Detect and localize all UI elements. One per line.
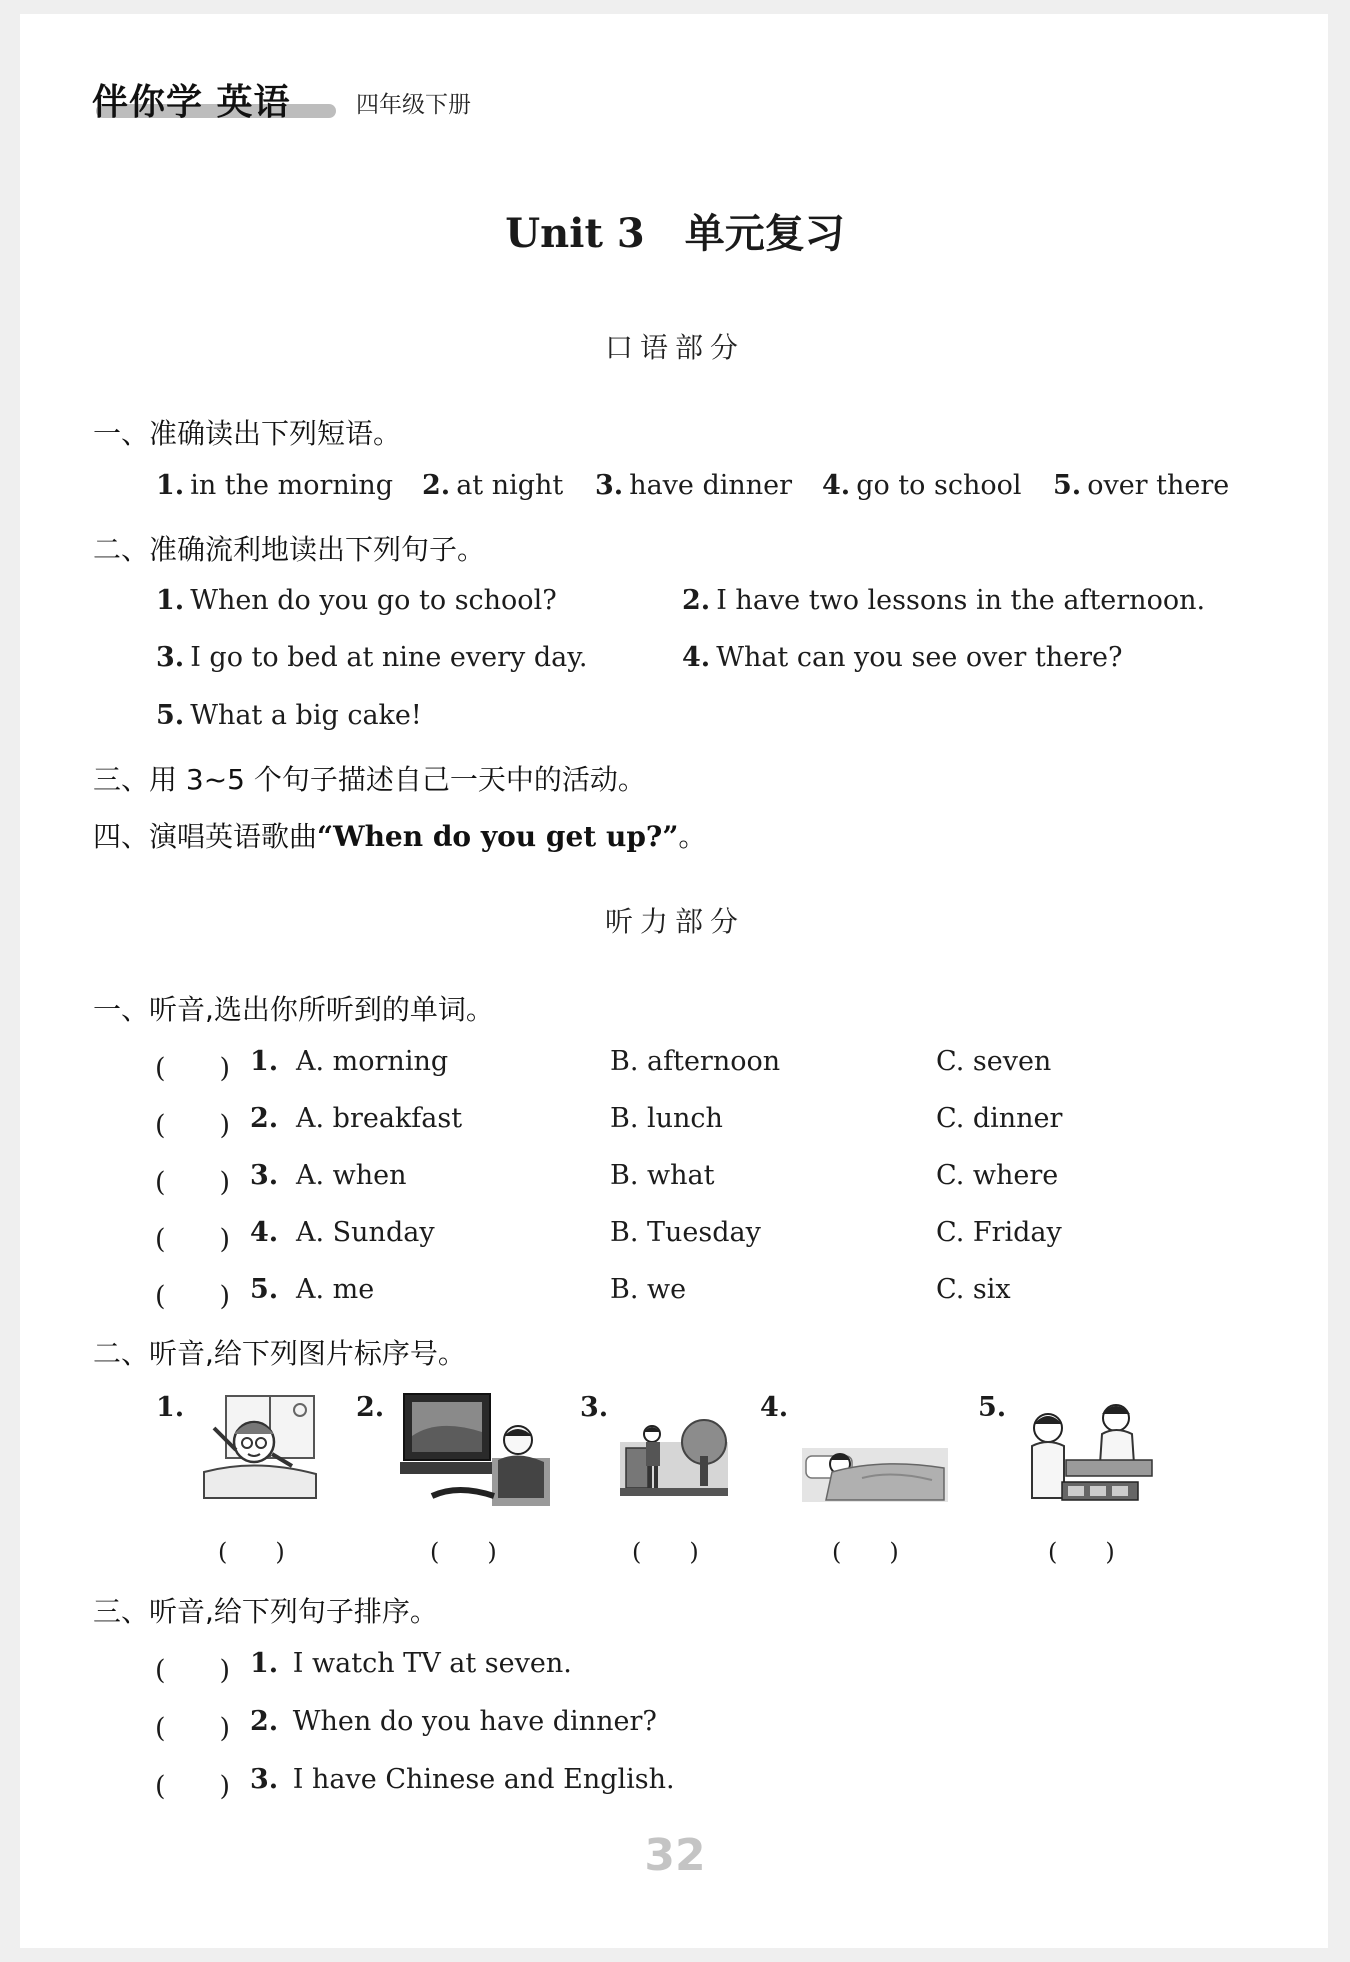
boy-waking-up-icon: [196, 1392, 320, 1504]
picture-answer-blank[interactable]: ( ): [218, 1538, 285, 1566]
sentence-item: 1. I watch TV at seven.: [250, 1648, 572, 1679]
sentence-item: 1. When do you go to school?: [156, 585, 557, 616]
choice-a: A. when: [296, 1160, 407, 1191]
oral-q3-title: 三、用 3~5 个句子描述自己一天中的活动。: [93, 763, 646, 796]
answer-blank[interactable]: ( ): [155, 1713, 231, 1744]
listening-q1-title: 一、听音,选出你所听到的单词。: [93, 993, 494, 1026]
answer-blank[interactable]: ( ): [155, 1771, 231, 1802]
picture-number: 2.: [356, 1392, 385, 1423]
phrase-item: 4. go to school: [822, 470, 1022, 501]
oral-q4-title: 四、演唱英语歌曲“When do you get up?”。: [93, 820, 707, 853]
picture-number: 3.: [580, 1392, 609, 1423]
page-number: 32: [644, 1830, 706, 1881]
choice-a: A. breakfast: [296, 1103, 463, 1134]
phrase-item: 5. over there: [1053, 470, 1230, 501]
sentence-item: 2. I have two lessons in the afternoon.: [682, 585, 1206, 616]
phrase-item: 1. in the morning: [156, 470, 394, 501]
sentence-item: 3. I have Chinese and English.: [250, 1764, 675, 1795]
sentence-item: 3. I go to bed at nine every day.: [156, 642, 588, 673]
boy-going-to-school-icon: [620, 1412, 728, 1498]
answer-blank[interactable]: ( ): [155, 1167, 231, 1198]
listening-section-heading: 听力部分: [604, 905, 745, 938]
picture-answer-blank[interactable]: ( ): [430, 1538, 497, 1566]
picture-number: 5.: [978, 1392, 1007, 1423]
oral-section-heading: 口语部分: [604, 331, 745, 364]
choice-a: A. Sunday: [296, 1217, 435, 1248]
choice-c: C. Friday: [936, 1217, 1062, 1248]
sentence-item: 4. What can you see over there?: [682, 642, 1123, 673]
watching-tv-icon: [398, 1388, 550, 1506]
answer-blank[interactable]: ( ): [155, 1281, 231, 1312]
book-title: 伴你学 英语: [92, 82, 291, 123]
sentence-item: 2. When do you have dinner?: [250, 1706, 657, 1737]
question-number: 4.: [250, 1217, 279, 1248]
choice-b: B. afternoon: [610, 1046, 781, 1077]
picture-number: 4.: [760, 1392, 789, 1423]
oral-q2-title: 二、准确流利地读出下列句子。: [93, 533, 486, 566]
girl-sleeping-icon: [802, 1442, 948, 1502]
choice-c: C. where: [936, 1160, 1059, 1191]
choice-b: B. we: [610, 1274, 687, 1305]
question-number: 2.: [250, 1103, 279, 1134]
choice-a: A. me: [296, 1274, 375, 1305]
book-grade: 四年级下册: [356, 92, 471, 118]
choice-a: A. morning: [296, 1046, 449, 1077]
question-number: 3.: [250, 1160, 279, 1191]
choice-c: C. dinner: [936, 1103, 1063, 1134]
question-number: 5.: [250, 1274, 279, 1305]
kids-having-lunch-icon: [1018, 1394, 1156, 1512]
listening-q2-title: 二、听音,给下列图片标序号。: [93, 1337, 466, 1370]
answer-blank[interactable]: ( ): [155, 1110, 231, 1141]
choice-b: B. lunch: [610, 1103, 723, 1134]
picture-answer-blank[interactable]: ( ): [832, 1538, 899, 1566]
picture-answer-blank[interactable]: ( ): [1048, 1538, 1115, 1566]
answer-blank[interactable]: ( ): [155, 1053, 231, 1084]
choice-b: B. Tuesday: [610, 1217, 761, 1248]
answer-blank[interactable]: ( ): [155, 1655, 231, 1686]
listening-q3-title: 三、听音,给下列句子排序。: [93, 1595, 438, 1628]
question-number: 1.: [250, 1046, 279, 1077]
phrase-item: 3. have dinner: [595, 470, 793, 501]
unit-title: Unit 3 单元复习: [505, 210, 845, 257]
phrase-item: 2. at night: [422, 470, 564, 501]
picture-answer-blank[interactable]: ( ): [632, 1538, 699, 1566]
choice-c: C. seven: [936, 1046, 1052, 1077]
sentence-item: 5. What a big cake!: [156, 700, 422, 731]
choice-b: B. what: [610, 1160, 715, 1191]
answer-blank[interactable]: ( ): [155, 1224, 231, 1255]
oral-q1-title: 一、准确读出下列短语。: [93, 417, 402, 450]
choice-c: C. six: [936, 1274, 1011, 1305]
picture-number: 1.: [156, 1392, 185, 1423]
